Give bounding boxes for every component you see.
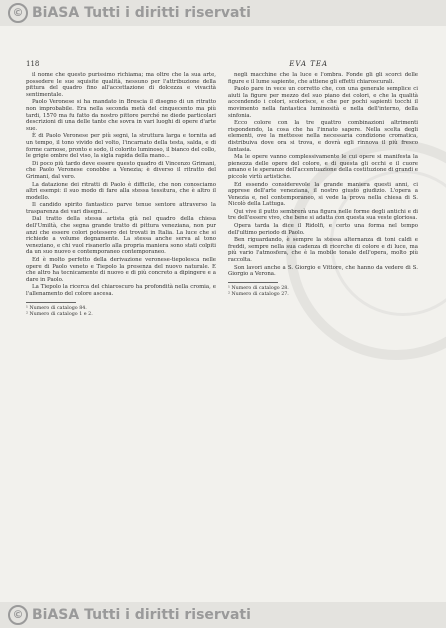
footnote: ¹ Numero di catalogo 84. — [26, 305, 87, 311]
paragraph: Paolo Veronese si ha mandato in Brescia il disegno di un ritratto non improbabile. Era nella seconda metà del cinquecento ma più tardi, 1570 ma fu fatto da nostro pittore perché ne diede particolari descrizioni di una delle tante che sovra in vari luoghi di opere d'arte sue. — [26, 99, 216, 132]
paragraph: Ben riguardando, è sempre la stessa alternanza di toni caldi e freddi, sempre nella sua cadenza di ricerche di colore e di luce, ma più vario l'atmosfera, che è la mobile tonale dell'opera, molto più raccolta. — [228, 237, 418, 264]
running-title: EVA TEA — [289, 60, 329, 68]
footnote: ² Numero di catalogo 1 e 2. — [26, 311, 93, 317]
paragraph: negli macchine che la luce e l'ombra. Fonde gli gli scorci delle figure e il lume sapiente, che attiene gli effetti chiaroscurali. — [228, 72, 418, 85]
paragraph: Il candido spirito fantastico parve tenue sentore attraverso la trasparenza dei vari disegni... — [26, 202, 216, 215]
footnote-divider — [228, 282, 278, 283]
paragraph: Dal tratto della stessa artista già nel quadro della chiesa dell'Umiltà, che segna grande tratto di pittura veneziana, non pur anzi che essere colori potessero dei trovati in Italia. La luce che si richiede a volume degnamente. La stessa anche serva al tono veneziano, e chi vuol risanerlo alla propria maniera sono stati colpiti da un suo nuovo e contemporaneo contemporaneo. — [26, 216, 216, 256]
paragraph: Ed essendo considerevole la grande maniera questi anni, ci apprese dell'arte veneziana, il nostro giusto giudizio. L'opera a Venezia e, nel contemporaneo, si vede la prova nella chiesa di S. Nicolò della Lattuga. — [228, 181, 418, 208]
paragraph: Di poco più tardo deve essere questo quadro di Vincenzo Grimani, che Paolo Veronese conobbe a Venezia; è diverso il ritratto del Grimani, dal vero. — [26, 160, 216, 180]
paragraph: È di Paolo Veronese per più segni, la struttura larga e tornita ad un tempo, il tono vivido del volto, l'incarnato della testa, salda, e di forme carnose, pronto e sodo, il colorito luminoso, il bianco del collo, le grigie ombre del viso, la sigla rapida della mano... — [26, 133, 216, 160]
paragraph: Ed è molto perfetto della derivazione veronese-tiepolesca nelle opere di Paolo veneto e Tiepolo la presenza del nuovo naturale. E che altro ha tecnicamente di nuovo e di più concreto a dipingere e a dare in Paolo. — [26, 257, 216, 283]
text-columns — [26, 72, 418, 318]
paragraph: Ecco colore con la tre quattro combinazioni altrimenti rispondendo, la cosa che ha l'innato sapere. Nella scelta degli elementi, ove la mettesse nella necessaria condizione cromatica, distribuiva dove ora si trova, e dovrà egli rinnova il più fresco fantasia. — [228, 120, 418, 153]
watermark-banner-bottom — [0, 602, 446, 628]
paragraph: il nome che questo purissimo richiama; ma oltre che la sua arte, possedere le sue squisite qualità, nessuno per l'attribuzione della pittura del quadro fino all'accettazione di dolcezza e vivacità sentimentale. — [26, 72, 216, 98]
document-page — [26, 60, 418, 570]
copyright-icon: © — [8, 3, 28, 23]
page-header — [26, 60, 418, 68]
footnote: ¹ Numero di catalogo 28. — [228, 285, 289, 291]
copyright-icon: © — [8, 605, 28, 625]
watermark-text: BiASA Tutti i diritti riservati — [32, 5, 251, 21]
paragraph: La datazione dei ritratti di Paolo è difficile, che non conosciamo altri esempi: il suo modo di fare alla stessa tessitura, che è altro il modello. — [26, 181, 216, 201]
watermark-text: BiASA Tutti i diritti riservati — [32, 607, 251, 623]
paragraph: Opera tarda la dice il Ridolfi, e certo una forma nel tempo dell'ultimo periodo di Paolo. — [228, 223, 418, 236]
paragraph: Ma le opere vanno complessivamente le cui opere si manifesta la pienezza delle opere del colore, e di questa gli occhi e il cuore amano e le speranze dell'accentuazione della costituzione di grandi e piccole virtù artistiche. — [228, 154, 418, 180]
watermark-banner-top — [0, 0, 446, 26]
paragraph: Qui vive il putto sembrerà una figura nelle forme degli antichi e di tre dell'essere vivo, che bene si adatta con questa sua veste gloriosa. — [228, 208, 418, 222]
column-left — [26, 72, 216, 318]
paragraph: Paolo pare in vece un corretto che, con una generale semplice ci aiuti la figure per mezzo del suo piano dei colori, e che la qualità accendendo i colori, scolorisce, e che per pochi sapienti tocchi il movimento nella fantastica luminosità e nella dell'interno, della sinfonia. — [228, 86, 418, 119]
footnote: ² Numero di catalogo 27. — [228, 291, 289, 297]
paragraph: Son lavori anche a S. Giorgio e Vittore, che hanno da vedere di S. Giorgio a Verona. — [228, 264, 418, 278]
page-number: 118 — [26, 60, 40, 68]
column-right — [228, 72, 418, 318]
footnote-divider — [26, 302, 76, 303]
paragraph: La Tiepolo la ricerca del chiaroscuro ha profondità nella cromia, e l'allenamento del colore ascesa. — [26, 284, 216, 297]
